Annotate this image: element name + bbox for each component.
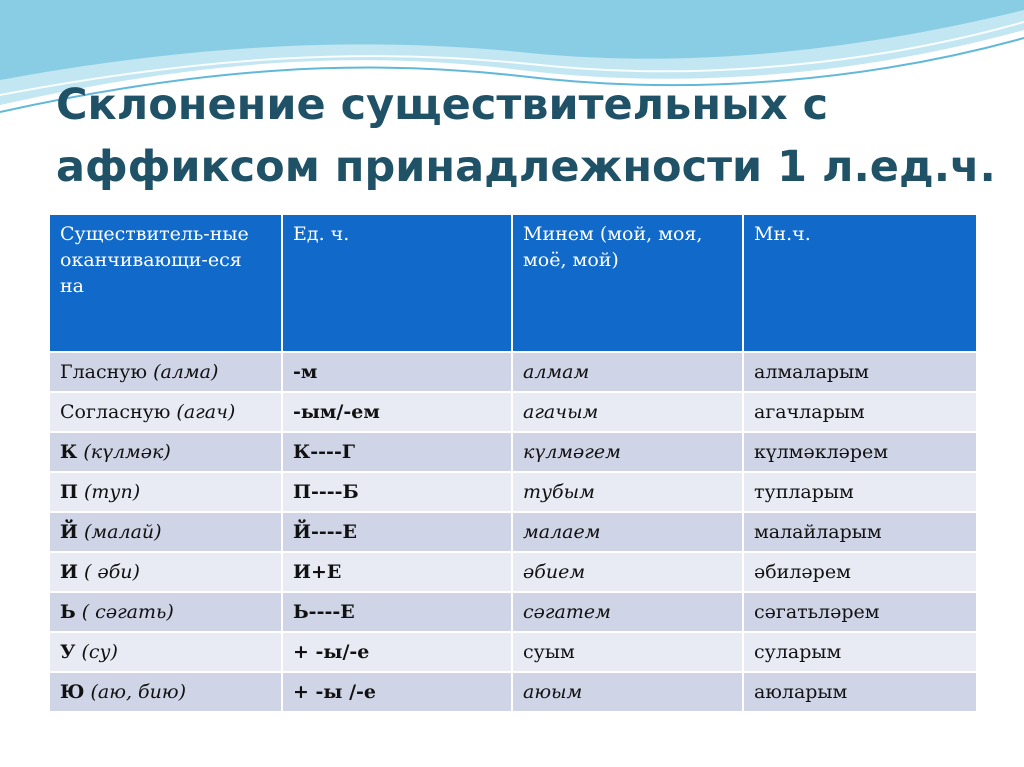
ending-letter: Ь — [60, 601, 76, 623]
header-cell: Мн.ч. — [743, 214, 977, 352]
affix-cell: И+Е — [282, 552, 512, 592]
affix-cell: П----Б — [282, 472, 512, 512]
ending-cell — [49, 392, 282, 432]
table-row — [49, 592, 977, 632]
declension-table — [48, 213, 978, 713]
plural-cell: суларым — [743, 632, 977, 672]
affix-cell: К----Г — [282, 432, 512, 472]
ending-cell — [49, 672, 282, 712]
affix-cell: Ь----Е — [282, 592, 512, 632]
plural-cell: күлмәкләрем — [743, 432, 977, 472]
table-row — [49, 632, 977, 672]
ending-example: (туп) — [84, 481, 141, 503]
possessive-cell: әбием — [512, 552, 743, 592]
ending-letter: Согласную — [60, 401, 171, 423]
ending-cell — [49, 472, 282, 512]
plural-cell: алмаларым — [743, 352, 977, 392]
affix-cell: + -ы/-е — [282, 632, 512, 672]
ending-letter: П — [60, 481, 78, 503]
table-row — [49, 552, 977, 592]
ending-example: (малай) — [84, 521, 162, 543]
ending-letter: К — [60, 441, 78, 463]
ending-cell — [49, 632, 282, 672]
affix-cell: -м — [282, 352, 512, 392]
table-row — [49, 512, 977, 552]
ending-letter: У — [60, 641, 76, 663]
table-row — [49, 472, 977, 512]
table-row — [49, 432, 977, 472]
affix-cell: -ым/-ем — [282, 392, 512, 432]
ending-letter: Й — [60, 521, 78, 543]
affix-cell: Й----Е — [282, 512, 512, 552]
affix-cell: + -ы /-е — [282, 672, 512, 712]
header-cell: Ед. ч. — [282, 214, 512, 352]
possessive-cell: малаем — [512, 512, 743, 552]
plural-cell: тупларым — [743, 472, 977, 512]
ending-example: (алма) — [153, 361, 219, 383]
plural-cell: малайларым — [743, 512, 977, 552]
page-title — [56, 74, 996, 198]
ending-cell — [49, 352, 282, 392]
ending-letter: И — [60, 561, 78, 583]
table-row — [49, 352, 977, 392]
plural-cell: аюларым — [743, 672, 977, 712]
table-row — [49, 672, 977, 712]
plural-cell: агачларым — [743, 392, 977, 432]
possessive-cell: сәгатем — [512, 592, 743, 632]
ending-example: ( сәгать) — [81, 601, 174, 623]
table-row — [49, 392, 977, 432]
ending-letter: Ю — [60, 681, 85, 703]
header-cell: Существитель-ные оканчивающи-еся на — [49, 214, 282, 352]
possessive-cell: алмам — [512, 352, 743, 392]
possessive-cell: агачым — [512, 392, 743, 432]
ending-example: (аю, бию) — [90, 681, 187, 703]
plural-cell: сәгатьләрем — [743, 592, 977, 632]
ending-example: (күлмәк) — [83, 441, 171, 463]
ending-example: ( әби) — [84, 561, 140, 583]
ending-example: (агач) — [176, 401, 236, 423]
ending-letter: Гласную — [60, 361, 148, 383]
title-line-2: аффиксом принадлежности 1 л.ед.ч. — [56, 142, 996, 192]
ending-cell — [49, 592, 282, 632]
possessive-cell: тубым — [512, 472, 743, 512]
possessive-cell: суым — [512, 632, 743, 672]
header-cell: Минем (мой, моя, моё, мой) — [512, 214, 743, 352]
header-row — [49, 214, 977, 352]
title-line-1: Склонение существительных с — [56, 80, 829, 130]
ending-cell — [49, 512, 282, 552]
ending-example: (су) — [81, 641, 118, 663]
ending-cell — [49, 432, 282, 472]
plural-cell: әбиләрем — [743, 552, 977, 592]
possessive-cell: күлмәгем — [512, 432, 743, 472]
possessive-cell: аюым — [512, 672, 743, 712]
ending-cell — [49, 552, 282, 592]
